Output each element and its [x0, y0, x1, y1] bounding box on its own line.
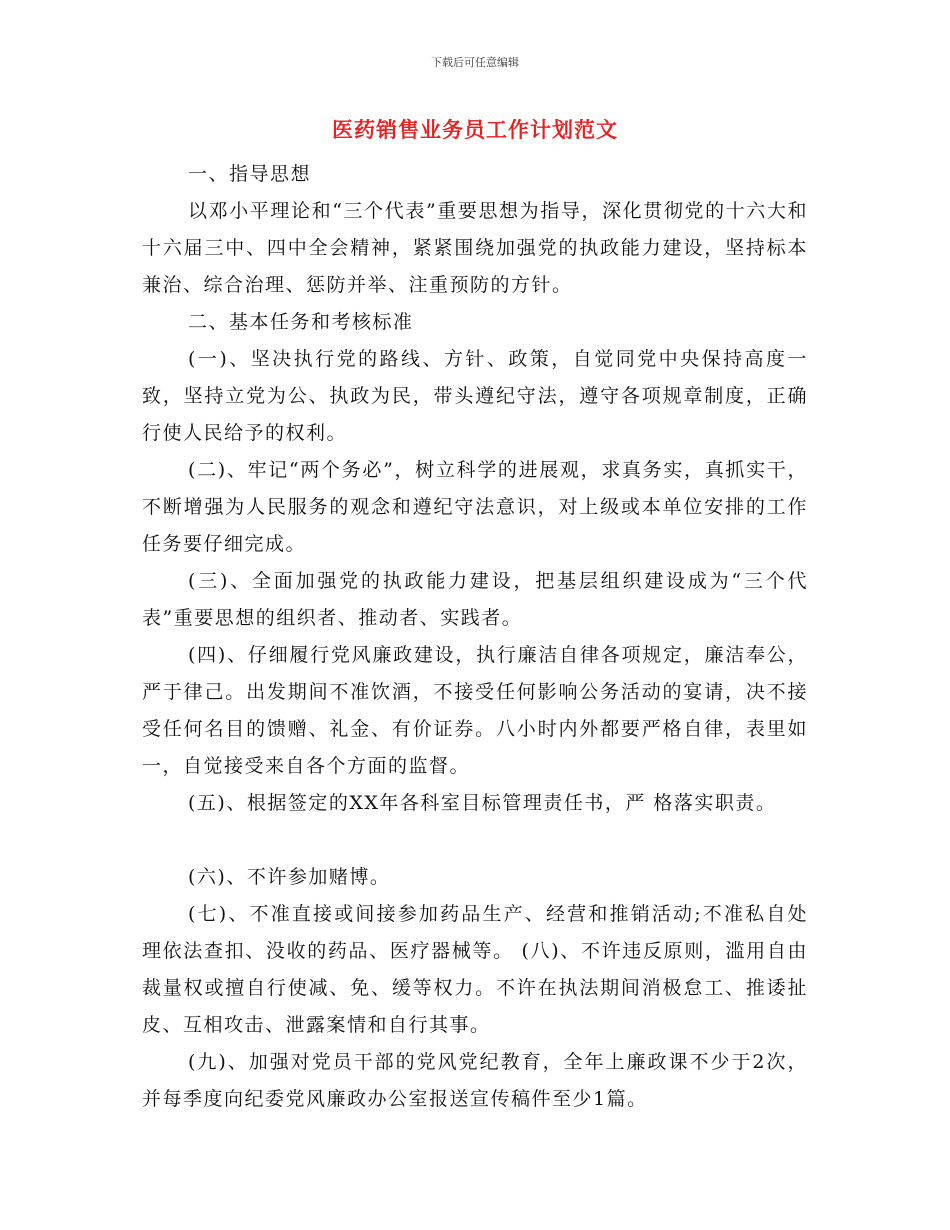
paragraph-item-1: (一)、坚决执行党的路线、方针、政策，自觉同党中央保持高度一致，坚持立党为公、执政为民，带头遵纪守法，遵守各项规章制度，正确行使人民给予的权利。 [142, 348, 808, 444]
document-body [142, 156, 808, 1118]
paragraph-item-5: (五)、根据签定的XX年各科室目标管理责任书，严 格落实职责。 [188, 792, 777, 814]
paragraph-item-4: (四)、仔细履行党风廉政建设，执行廉洁自律各项规定，廉洁奉公，严于律己。出发期间不准饮酒，不接受任何影响公务活动的宴请，决不接受任何名目的馈赠、礼金、有价证券。八小时内外都要严格自律，表里如一，自觉接受来自各个方面的监督。 [142, 644, 808, 777]
document-title: 医药销售业务员工作计划范文 [332, 117, 618, 142]
header-note: 下载后可任意编辑 [431, 56, 519, 69]
section-heading-tasks-standards: 二、基本任务和考核标准 [188, 311, 414, 333]
paragraph-item-6: (六)、不许参加赌博。 [188, 866, 391, 888]
paragraph-item-7-8: (七)、不准直接或间接参加药品生产、经营和推销活动;不准私自处理依法查扣、没收的药品、医疗器械等。 (八)、不许违反原则，滥用自由裁量权或擅自行使减、免、缓等权力。不许在执法期间消极怠工、推诿扯皮、互相攻击、泄露案情和自行其事。 [142, 903, 808, 1036]
paragraph-guiding-ideology: 以邓小平理论和“三个代表”重要思想为指导，深化贯彻党的十六大和十六届三中、四中全会精神，紧紧围绕加强党的执政能力建设，坚持标本兼治、综合治理、惩防并举、注重预防的方针。 [142, 200, 808, 296]
paragraph-item-3: (三)、全面加强党的执政能力建设，把基层组织建设成为“三个代表”重要思想的组织者、推动者、实践者。 [142, 570, 808, 629]
section-heading-guiding-ideology: 一、指导思想 [188, 163, 312, 185]
paragraph-item-9: (九)、加强对党员干部的党风党纪教育，全年上廉政课不少于2次，并每季度向纪委党风廉政办公室报送宣传稿件至少1篇。 [142, 1051, 808, 1110]
paragraph-item-2: (二)、牢记“两个务必”，树立科学的进展观，求真务实，真抓实干，不断增强为人民服务的观念和遵纪守法意识，对上级或本单位安排的工作任务要仔细完成。 [142, 459, 808, 555]
blank-line [142, 822, 808, 859]
